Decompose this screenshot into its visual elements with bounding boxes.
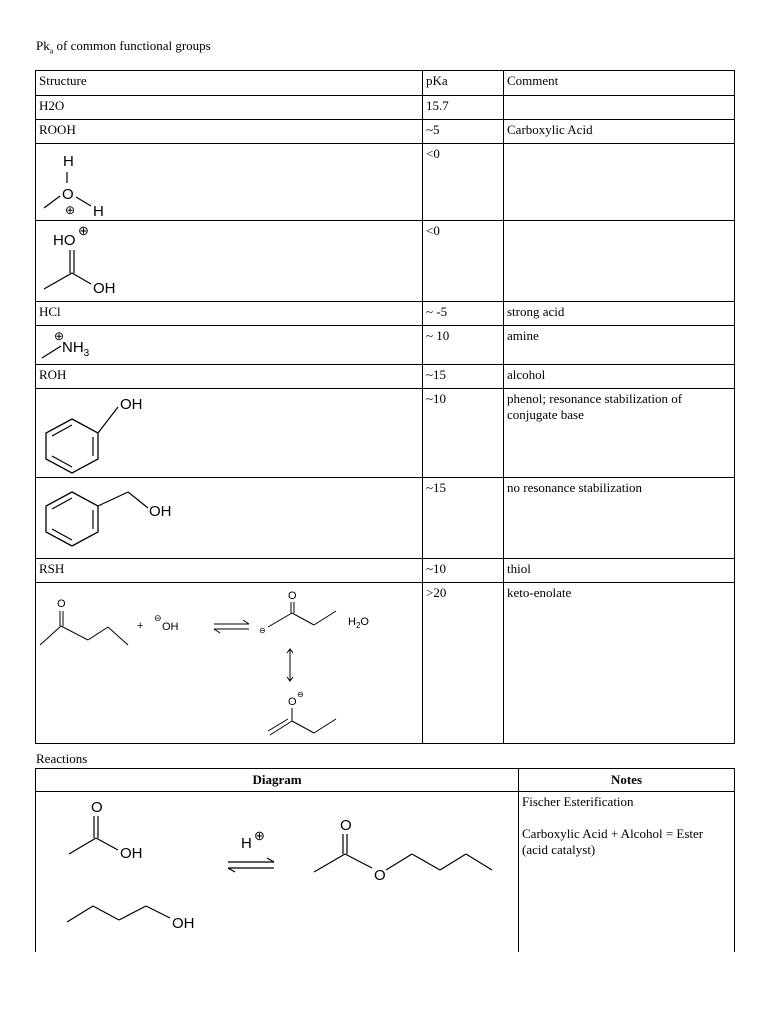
pka-cell: ~ 10 — [423, 326, 504, 365]
comment-cell — [504, 221, 735, 302]
svg-text:H: H — [241, 835, 252, 852]
comment-cell: thiol — [504, 559, 735, 583]
svg-text:H2O: $H_2O$ — [348, 616, 369, 630]
table-header-row — [36, 71, 735, 96]
notes-cell — [519, 792, 735, 953]
header-diagram: Diagram — [36, 769, 519, 792]
phenol-structure — [36, 389, 236, 477]
svg-text:OH: OH — [149, 503, 172, 520]
comment-cell: no resonance stabilization — [504, 478, 735, 559]
header-notes: Notes — [519, 769, 735, 792]
structure-cell — [36, 478, 423, 559]
svg-text:O: O — [57, 598, 66, 610]
svg-text:H: H — [93, 203, 104, 220]
svg-text:NH3: $NH_3$ — [62, 339, 90, 359]
table-row — [36, 221, 735, 302]
diagram-cell — [36, 792, 519, 953]
table-row — [36, 96, 735, 120]
reaction-name: Fischer Esterification — [522, 794, 634, 809]
svg-text:OH: OH — [120, 845, 143, 862]
svg-text:O: O — [374, 867, 386, 884]
structure-cell — [36, 144, 423, 221]
structure-cell — [36, 221, 423, 302]
protonated-acetic-acid-structure — [36, 221, 236, 301]
svg-text:OH: OH — [93, 280, 116, 297]
comment-cell — [504, 96, 735, 120]
page-title: $Pk_a$ of common functional groups — [36, 38, 211, 56]
pka-cell: ~10 — [423, 559, 504, 583]
comment-cell: phenol; resonance stabilization of conjugate base — [504, 389, 735, 478]
svg-text:⊖: ⊖ — [297, 690, 304, 699]
fischer-esterification-diagram — [36, 792, 518, 952]
table-row — [36, 120, 735, 144]
svg-text:OH: OH — [162, 621, 179, 633]
protonated-methanol-structure — [36, 144, 236, 220]
svg-text:OH: OH — [120, 396, 143, 413]
svg-text:⊕: ⊕ — [78, 223, 89, 238]
pka-cell: ~5 — [423, 120, 504, 144]
structure-cell: ROOH — [36, 120, 423, 144]
pka-cell: <0 — [423, 221, 504, 302]
table-row — [36, 326, 735, 365]
table-row — [36, 302, 735, 326]
comment-cell: Carboxylic Acid — [504, 120, 735, 144]
structure-cell: RSH — [36, 559, 423, 583]
pka-cell: <0 — [423, 144, 504, 221]
comment-cell — [504, 144, 735, 221]
methylammonium-structure — [36, 326, 236, 364]
pka-cell: ~15 — [423, 365, 504, 389]
table-row — [36, 583, 735, 744]
structure-cell: H2O — [36, 96, 423, 120]
structure-cell — [36, 583, 423, 744]
structure-cell — [36, 326, 423, 365]
comment-cell: keto-enolate — [504, 583, 735, 744]
pka-cell: ~10 — [423, 389, 504, 478]
svg-text:O: O — [288, 590, 297, 602]
svg-text:O: O — [91, 799, 103, 816]
reactions-table — [35, 768, 735, 952]
svg-text:HO: HO — [53, 232, 76, 249]
pka-cell: ~ -5 — [423, 302, 504, 326]
pka-table — [35, 70, 735, 744]
structure-cell: HCl — [36, 302, 423, 326]
comment-cell: strong acid — [504, 302, 735, 326]
header-structure: Structure — [36, 71, 423, 96]
keto-enolate-equilibrium-structure — [36, 583, 416, 743]
svg-text:O: O — [288, 696, 297, 708]
svg-text:OH: OH — [172, 915, 195, 932]
svg-text:H: H — [63, 153, 74, 170]
benzyl-alcohol-structure — [36, 478, 236, 558]
pka-cell: >20 — [423, 583, 504, 744]
comment-cell: alcohol — [504, 365, 735, 389]
structure-cell: ROH — [36, 365, 423, 389]
svg-text:⊕: ⊕ — [65, 203, 76, 217]
svg-text:O: O — [62, 186, 74, 203]
table-row — [36, 365, 735, 389]
pka-cell: ~15 — [423, 478, 504, 559]
table-row — [36, 144, 735, 221]
header-comment: Comment — [504, 71, 735, 96]
table-row — [36, 559, 735, 583]
table-row — [36, 478, 735, 559]
structure-cell — [36, 389, 423, 478]
svg-text:⊖: ⊖ — [154, 613, 162, 623]
reactions-heading: Reactions — [36, 751, 88, 766]
reaction-description: Carboxylic Acid + Alcohol = Ester (acid catalyst) — [522, 826, 704, 857]
comment-cell: amine — [504, 326, 735, 365]
header-pka: pKa — [423, 71, 504, 96]
table-header-row — [36, 769, 735, 792]
table-row — [36, 792, 735, 953]
svg-text:⊕: ⊕ — [254, 828, 265, 843]
svg-text:⊕: ⊕ — [54, 329, 65, 343]
svg-text:⊖: ⊖ — [259, 626, 266, 635]
table-row — [36, 389, 735, 478]
svg-text:O: O — [340, 817, 352, 834]
pka-cell: 15.7 — [423, 96, 504, 120]
svg-text:+: + — [137, 620, 144, 632]
